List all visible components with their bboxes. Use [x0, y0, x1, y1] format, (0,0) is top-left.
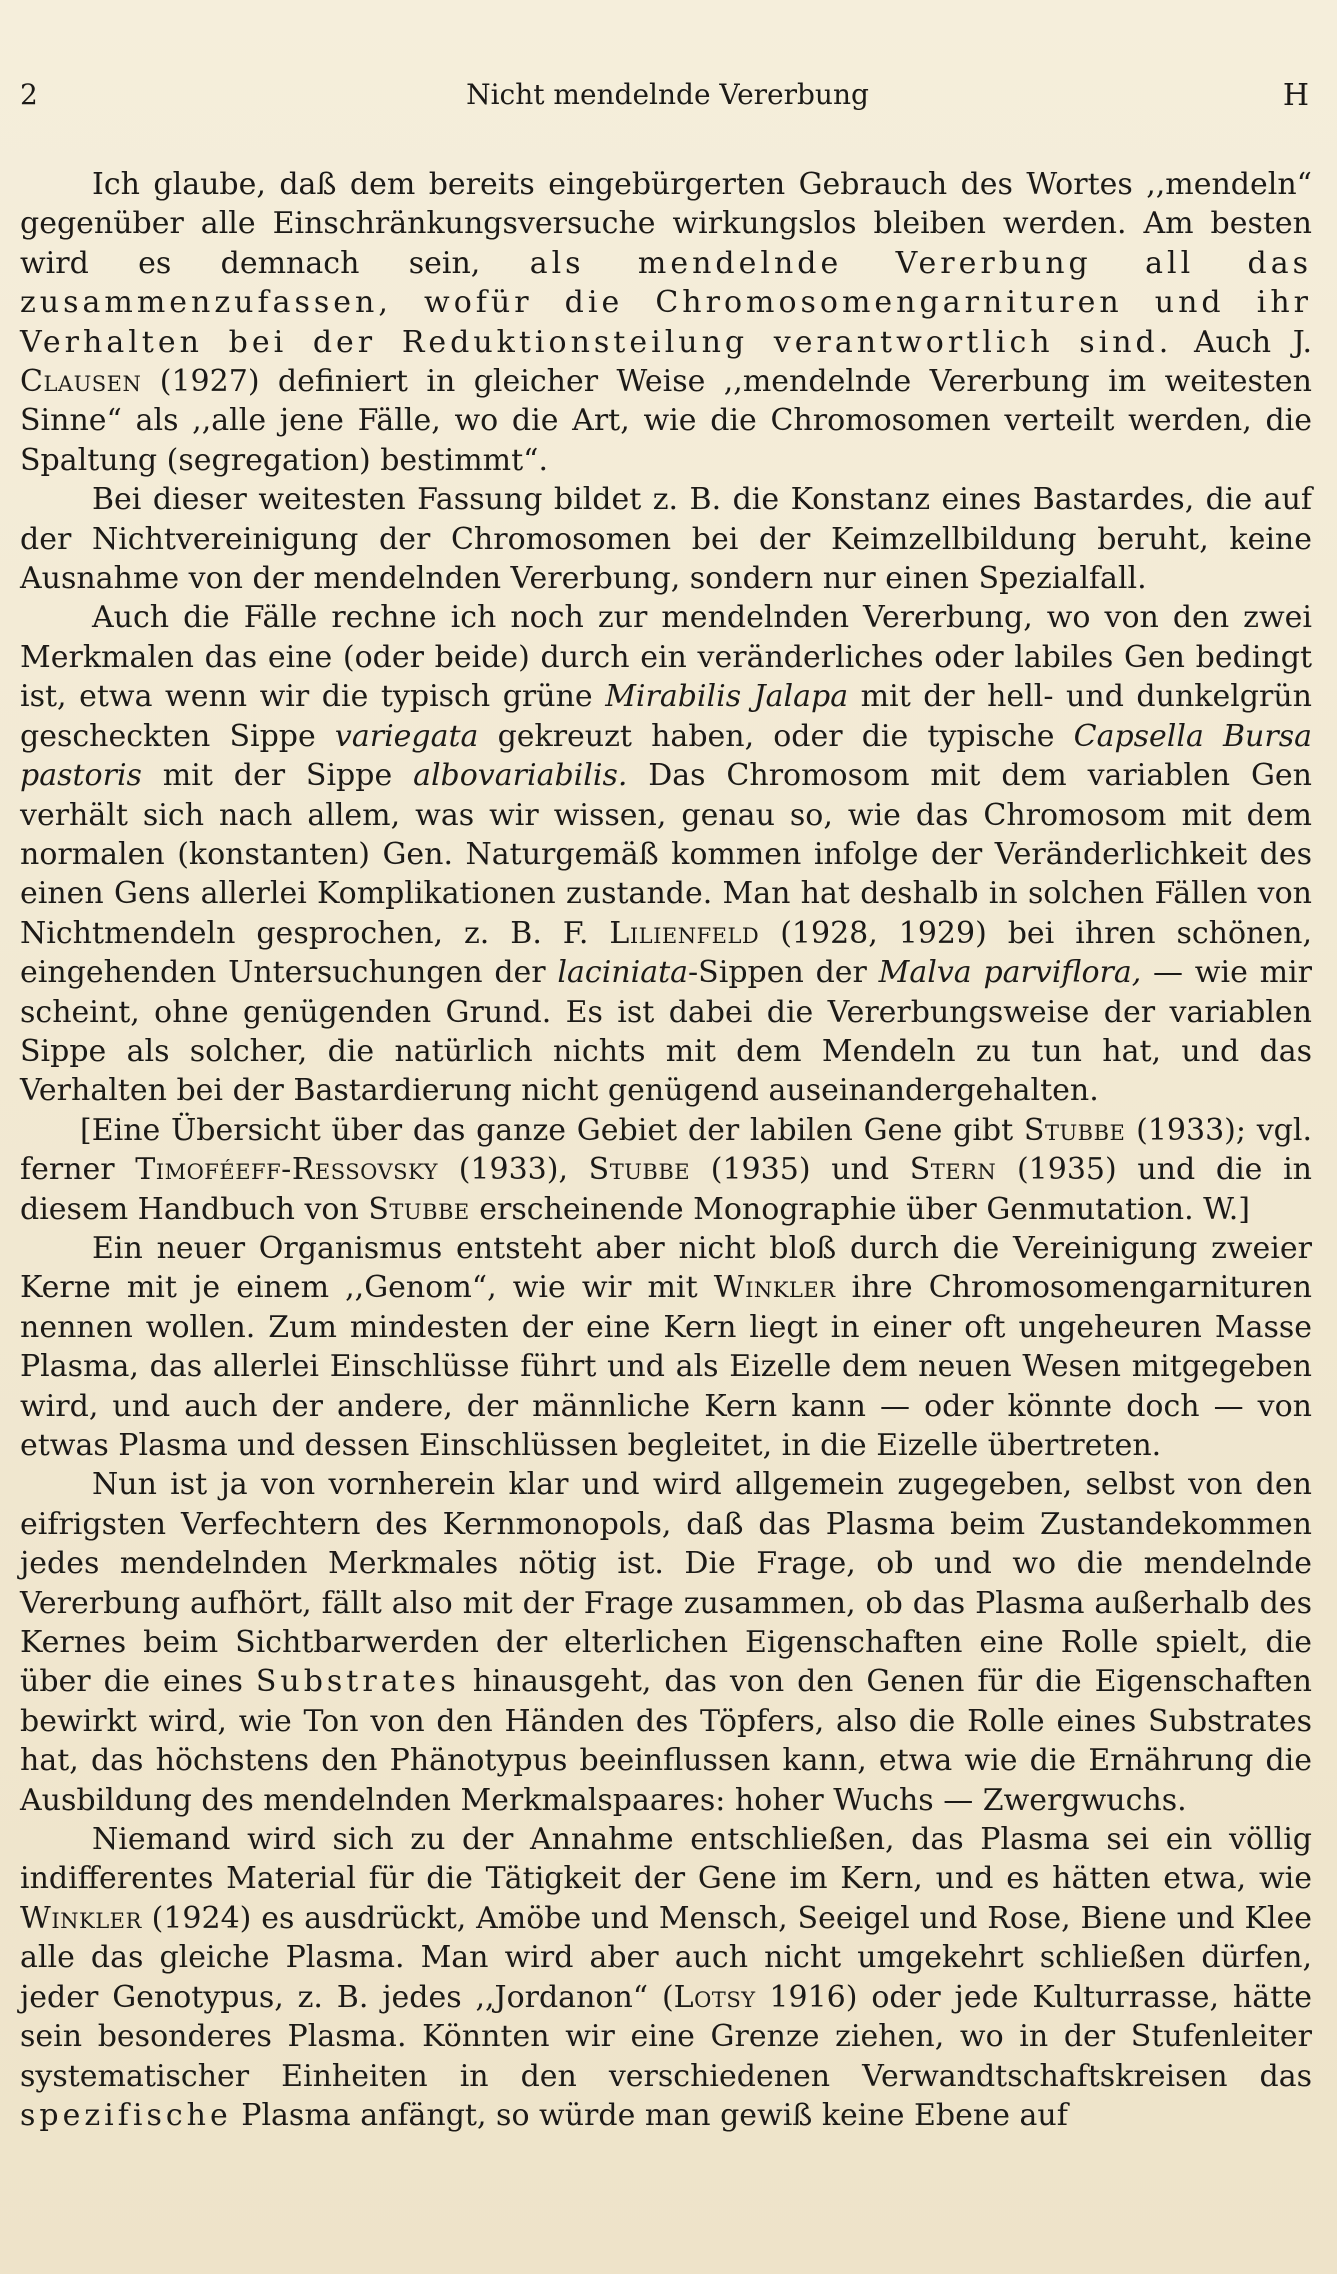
text: gekreuzt haben, oder die typische	[478, 718, 1074, 754]
author-name: Stubbe	[588, 1152, 691, 1188]
text: Niemand wird sich zu der Annahme entschließen, das Plasma sei ein völlig indifferentes Material für die Tätigkeit der Gene im Kern, und es hätten etwa, wie	[20, 1822, 1312, 1897]
running-title: Nicht mendelnde Vererbung	[466, 78, 869, 111]
paragraph-labile-genes	[20, 598, 1312, 1110]
species-name: laciniata	[557, 955, 689, 991]
species-name: variegata	[334, 718, 479, 754]
text: hinausgeht, das von den Genen für die Eigenschaften bewirkt wird, wie Ton von den Händen des Töpfers, also die Rolle eines Substrates hat, das höchstens den Phänotypus beeinflussen kann, etwa wie die Ernährung die Ausbildung des mendelnden Merkmalspaares: hoher Wuchs — Zwergwuchs.	[20, 1664, 1312, 1818]
paragraph-editor-note	[20, 1111, 1312, 1229]
spaced-emphasis: Substrates	[255, 1664, 460, 1700]
author-name: Timoféeff-Ressovsky	[135, 1152, 439, 1188]
text: mit der hell- und dunkelgrün gescheckten Sippe	[20, 679, 1312, 754]
body-text	[20, 165, 1312, 2135]
species-name: Mirabilis Jalapa	[605, 679, 849, 715]
text: Ich glaube, daß dem bereits eingebürgerten Gebrauch des Wortes ,,mendeln“ gegenüber alle Einschränkungsversuche wirkungslos bleiben werden. Am besten wird es demnach sein,	[20, 167, 1312, 281]
author-name: Stern	[909, 1152, 997, 1188]
page-header	[20, 78, 1315, 118]
spaced-emphasis: als mendelnde Vererbung all das zusammenzufassen, wofür die Chromosomengarnituren und ihr Verhalten bei der Reduktionsteilung verantwortlich sind.	[20, 245, 1313, 360]
paragraph-bastard-constancy	[20, 480, 1312, 598]
species-name: Malva parviflora,	[878, 955, 1142, 991]
text: Ein neuer Organismus entsteht aber nicht bloß durch die Vereinigung zweier Kerne mit je einem ,,Genom“, wie wir mit	[20, 1230, 1312, 1306]
text: Das Chromosom mit dem variablen Gen verhält sich nach allem, was wir wissen, genau so, wie das Chromosom mit dem normalen (konstanten) Gen. Naturgemäß kommen infolge der Veränderlichkeit des einen Gens allerlei Komplikationen zustande. Man hat deshalb in solchen Fällen von Nichtmendeln gesprochen, z. B. F.	[20, 758, 1312, 951]
author-name: Lotsy	[673, 1979, 756, 2015]
author-name: Clausen	[20, 364, 142, 400]
text: ihre Chromosomengarnituren nennen wollen. Zum mindesten der eine Kern liegt in einer oft ungeheuren Masse Plasma, das allerlei Einschlüsse führt und als Eizelle dem neuen Wesen mitgegeben wird, und auch der andere, der männliche Kern kann — oder könnte doch — von etwas Plasma und dessen Einschlüssen begleitet, in die Eizelle übertreten.	[20, 1270, 1313, 1463]
paragraph-plasma-role	[20, 1465, 1312, 1820]
text: Nun ist ja von vornherein klar und wird allgemein zugegeben, selbst von den eifrigsten Verfechtern des Kernmonopols, daß das Plasma beim Zustandekommen jedes mendelnden Merkmales nötig ist. Die Frage, ob und wo die mendelnde Vererbung aufhört, fällt also mit der Frage zusammen, ob das Plasma außerhalb des Kernes beim Sichtbarwerden der elterlichen Eigenschaften eine Rolle spielt, die über die eines	[20, 1467, 1312, 1700]
text: (1928, 1929) bei ihren schönen, eingehenden Untersuchungen der	[20, 915, 1312, 991]
text: Bei dieser weitesten Fassung bildet z. B. die Konstanz eines Bastardes, die auf der Nichtvereinigung der Chromosomen bei der Keimzellbildung beruht, keine Ausnahme von der mendelnden Vererbung, sondern nur einen Spezialfall.	[20, 482, 1312, 597]
text: (1933),	[438, 1152, 589, 1188]
text: -Sippen der	[688, 955, 879, 991]
section-mark: H	[1282, 78, 1309, 113]
text: Auch die Fälle rechne ich noch zur mendelnden Vererbung, wo von den zwei Merkmalen das eine (oder beide) durch ein veränderliches oder labiles Gen bedingt ist, etwa wenn wir die typisch grüne	[20, 600, 1312, 715]
page-number: 2	[20, 78, 38, 111]
text: [Eine Übersicht über das ganze Gebiet der labilen Gene gibt	[80, 1112, 1024, 1148]
text: (1935) und die in diesem Handbuch von	[20, 1152, 1312, 1227]
author-name: Stubbe	[368, 1191, 470, 1227]
text: Plasma anfängt, so würde man gewiß keine Ebene auf	[231, 2097, 1068, 2133]
paragraph-definition	[20, 165, 1312, 480]
paragraph-specific-plasma	[20, 1820, 1312, 2135]
text: (1935) und	[690, 1152, 910, 1188]
text: 1916) oder jede Kulturrasse, hätte sein besonderes Plasma. Könnten wir eine Grenze ziehen, wo in der Stufenleiter systematischer Einheiten in den verschiedenen Verwandtschaftskreisen das	[20, 1979, 1312, 2094]
species-name: Capsella Bursa pastoris	[20, 718, 1312, 794]
text: (1927) definiert in gleicher Weise ,,mendelnde Vererbung im weitesten Sinne“ als ,,alle jene Fälle, wo die Art, wie die Chromosomen verteilt werden, die Spaltung (segregation) bestimmt“.	[20, 364, 1312, 478]
text: (1933); vgl. ferner	[20, 1112, 1312, 1188]
author-name: Winkler	[713, 1270, 836, 1306]
spaced-emphasis: spezifische	[20, 2097, 232, 2133]
author-name: Lilienfeld	[609, 915, 760, 951]
paragraph-new-organism	[20, 1229, 1312, 1465]
text: mit der Sippe	[141, 758, 414, 794]
text: erscheinende Monographie über Genmutation. W.]	[469, 1191, 1250, 1227]
species-name: albovariabilis.	[413, 758, 628, 794]
author-name: Stubbe	[1023, 1112, 1126, 1148]
text: — wie mir scheint, ohne genügenden Grund. Es ist dabei die Vererbungsweise der variablen Sippe als solcher, die natürlich nichts mit dem Mendeln zu tun hat, und das Verhalten bei der Bastardierung nicht genügend auseinandergehalten.	[20, 955, 1312, 1109]
author-name: Winkler	[20, 1900, 142, 1936]
text: (1924) es ausdrückt, Amöbe und Mensch, Seeigel und Rose, Biene und Klee alle das gleiche Plasma. Man wird aber auch nicht umgekehrt schließen dürfen, jeder Genotypus, z. B. jedes ,,Jordanon“ (	[20, 1900, 1312, 2015]
text: Auch J.	[1172, 324, 1312, 360]
